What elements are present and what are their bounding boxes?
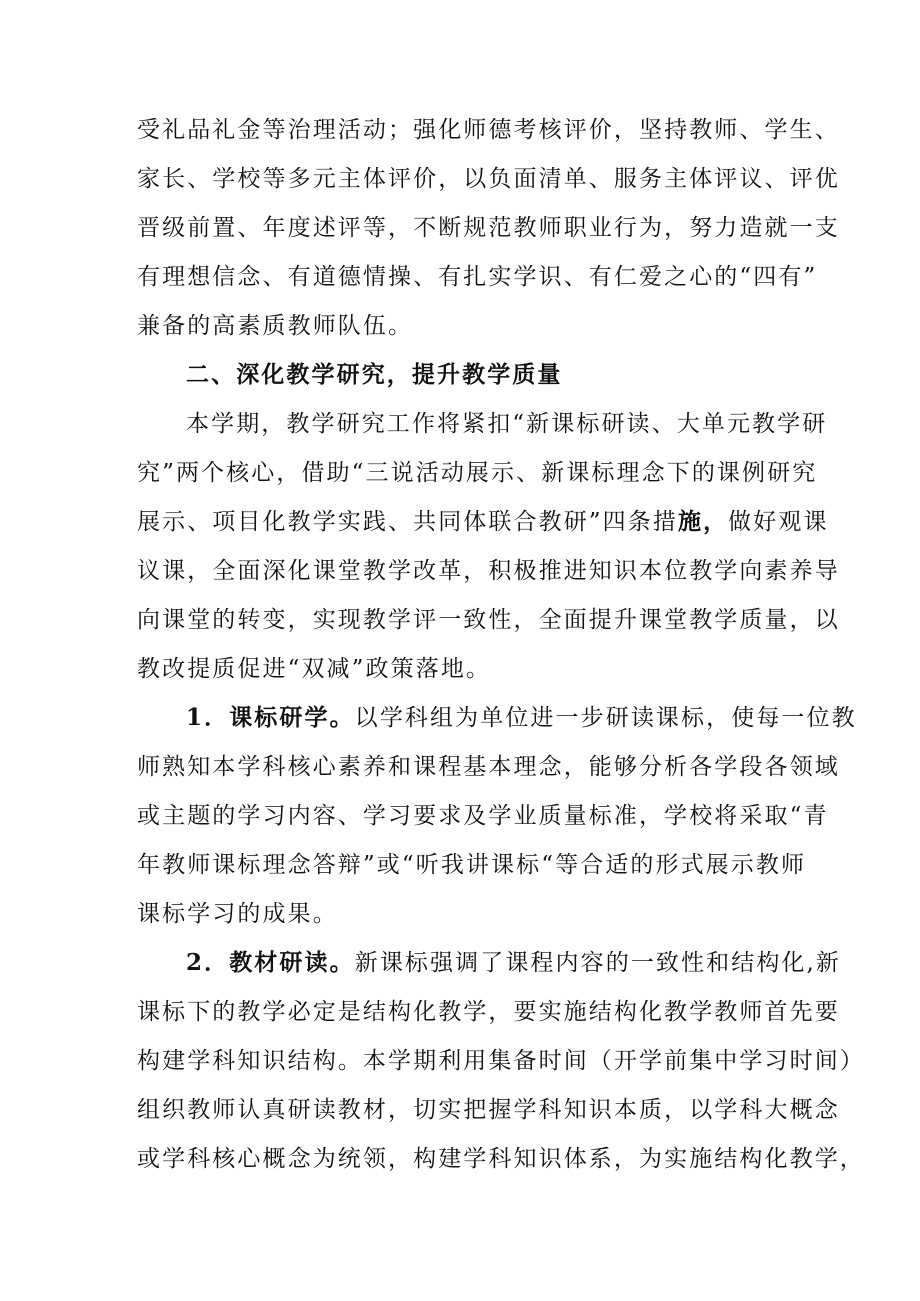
paragraph-line: 课标学习的成果。	[137, 901, 338, 927]
paragraph-line: 兼备的高素质教师队伍。	[137, 313, 414, 339]
paragraph-line: 家长、学校等多元主体评价，以负面清单、服务主体评议、评优	[137, 166, 840, 192]
paragraph-line: 组织教师认真研读教材，切实把握学科知识本质，以学科大概念	[137, 1097, 840, 1123]
paragraph-line: 构建学科知识结构。本学期利用集备时间（开学前集中学习时间）	[137, 1048, 865, 1074]
line-text: 新课标强调了课程内容的一致性和结构化,新	[354, 950, 842, 976]
paragraph-line: 本学期，教学研究工作将紧扣“新课标研读、大单元教学研	[186, 411, 828, 437]
section-heading: 二、深化教学研究，提升教学质量	[186, 361, 563, 388]
paragraph-line: 教改提质促进“双减”政策落地。	[137, 656, 492, 682]
paragraph-line: 年教师课标理念答辩”或“听我讲课标“等合适的形式展示教师	[137, 852, 807, 878]
paragraph-line: 究”两个核心，借助“三说活动展示、新课标理念下的课例研究	[137, 460, 818, 486]
paragraph-line: 课标下的教学必定是结构化教学，要实施结构化教学教师首先要	[137, 999, 840, 1025]
line-text: 以学科组为单位进一步研读课标，使每一位教	[354, 705, 857, 731]
item-1-first-line	[186, 702, 857, 734]
item-2-first-line	[186, 947, 842, 979]
item-1-label: 1．课标研学。	[186, 704, 355, 731]
item-2-label: 2．教材研读。	[186, 949, 355, 976]
paragraph-line: 受礼品礼金等治理活动；强化师德考核评价，坚持教师、学生、	[137, 117, 840, 143]
paragraph-line: 向课堂的转变，实现教学评一致性，全面提升课堂教学质量，以	[137, 607, 840, 633]
line-text: 展示、项目化教学实践、共同体联合教研”四条措	[137, 509, 678, 535]
line-text: 做好观课	[728, 509, 829, 535]
paragraph-line	[137, 506, 829, 538]
paragraph-line: 或学科核心概念为统领，构建学科知识体系，为实施结构化教学，	[137, 1146, 865, 1172]
paragraph-line: 或主题的学习内容、学习要求及学业质量标准，学校将采取“青	[137, 803, 829, 829]
paragraph-line: 议课，全面深化课堂教学改革，积极推进知识本位教学向素养导	[137, 558, 840, 584]
paragraph-line: 晋级前置、年度述评等，不断规范教师职业行为，努力造就一支	[137, 215, 840, 241]
paragraph-line: 有理想信念、有道德情操、有扎实学识、有仁爱之心的“四有”	[137, 264, 818, 290]
paragraph-line: 师熟知本学科核心素养和课程基本理念，能够分析各学段各领域	[137, 754, 840, 780]
bold-text: 施，	[677, 508, 729, 535]
